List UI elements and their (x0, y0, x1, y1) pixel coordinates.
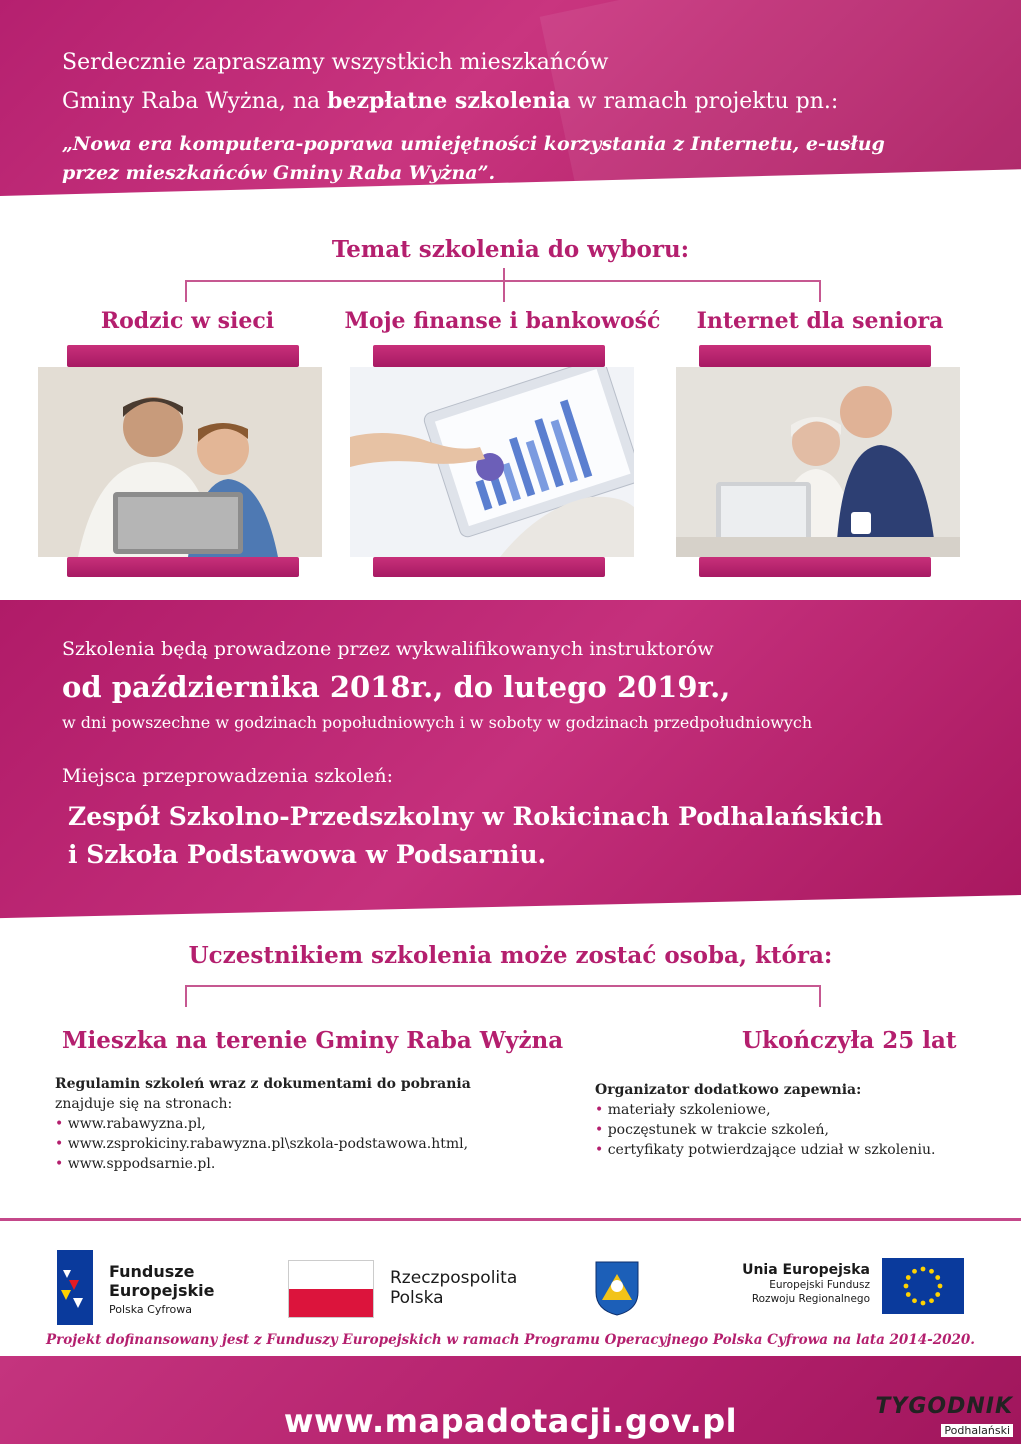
criterion-age: Ukończyła 25 lat (742, 1027, 957, 1054)
eu-star (921, 1301, 926, 1306)
eu-star (935, 1275, 940, 1280)
organizer-item: • certyfikaty potwierdzające udział w szkoleniu. (595, 1142, 936, 1158)
eu-star (904, 1284, 909, 1289)
funding-note: Projekt dofinansowany jest z Funduszy Europejskich w ramach Programu Operacyjnego Polska Cyfrowa na lata 2014-2020. (45, 1332, 975, 1348)
rp-text: Rzeczpospolita Polska (390, 1268, 518, 1308)
ue-text: Unia Europejska Europejski Fundusz Rozwoju Regionalnego (742, 1262, 870, 1305)
topic-label-2: Moje finanse i bankowość (344, 308, 661, 334)
project-title-line-2: przez mieszkańców Gminy Raba Wyżna”. (62, 162, 496, 184)
eu-star (938, 1284, 943, 1289)
eu-star (929, 1298, 934, 1303)
topic-bar-3 (699, 345, 931, 367)
topic-bar-1 (67, 345, 299, 367)
organizer-block (595, 1080, 935, 1160)
place-2: i Szkoła Podstawowa w Podsarniu. (68, 840, 547, 869)
link-item[interactable]: • www.sppodsarnie.pl. (55, 1156, 216, 1172)
eu-star (906, 1275, 911, 1280)
info-line-1: Szkolenia będą prowadzone przez wykwalifikowanych instruktorów (62, 638, 714, 660)
project-title-line-1: „Nowa era komputera-poprawa umiejętności korzystania z Internetu, e-usług (62, 133, 885, 155)
organizer-item: • poczęstunek w trakcie szkoleń, (595, 1122, 830, 1138)
place-1: Zespół Szkolno-Przedszkolny w Rokicinach Podhalańskich (68, 802, 883, 831)
organizer-title: Organizator dodatkowo zapewnia: (595, 1082, 862, 1098)
eu-star (929, 1269, 934, 1274)
header-line-2: Gminy Raba Wyżna, na bezpłatne szkolenia w ramach projektu pn.: (62, 88, 839, 114)
link-item[interactable]: • www.zsprokiciny.rabawyzna.pl\szkola-podstawowa.html, (55, 1136, 469, 1152)
regulations-block (55, 1074, 471, 1174)
photo-parent-child (38, 367, 322, 557)
header-line-1: Serdecznie zapraszamy wszystkich mieszkańców (62, 50, 609, 75)
photo-seniors-laptop (676, 367, 960, 557)
watermark: TYGODNIK Podhalański (875, 1394, 1013, 1437)
footer-url[interactable]: www.mapadotacji.gov.pl (283, 1402, 738, 1440)
topic-bar-bottom-1 (67, 557, 299, 577)
eu-star (935, 1292, 940, 1297)
participants-title: Uczestnikiem szkolenia może zostać osoba, która: (188, 942, 833, 969)
info-block (0, 600, 1021, 930)
fe-text: Fundusze Europejskie Polska Cyfrowa (109, 1262, 215, 1316)
topic-bar-2 (373, 345, 605, 367)
criterion-residence: Mieszka na terenie Gminy Raba Wyżna (62, 1027, 564, 1054)
participants-connector (185, 985, 821, 987)
topics-title: Temat szkolenia do wyboru: (331, 236, 690, 263)
eu-star (906, 1292, 911, 1297)
logos-divider (0, 1218, 1021, 1221)
eu-flag (882, 1258, 964, 1314)
footer-banner (0, 1356, 1021, 1444)
topic-bar-bottom-2 (373, 557, 605, 577)
photo-finance-tablet (350, 367, 634, 557)
info-dates: od października 2018r., do lutego 2019r., (62, 670, 731, 704)
info-line-3: w dni powszechne w godzinach popołudniowych i w soboty w godzinach przedpołudniowych (62, 713, 813, 732)
organizer-item: • materiały szkoleniowe, (595, 1102, 771, 1118)
topic-bar-bottom-3 (699, 557, 931, 577)
eu-star (912, 1269, 917, 1274)
regulations-title: Regulamin szkoleń wraz z dokumentami do pobrania (55, 1076, 471, 1092)
link-item[interactable]: • www.rabawyzna.pl, (55, 1116, 206, 1132)
fundusze-europejskie-logo (57, 1250, 97, 1325)
polish-flag (288, 1260, 374, 1318)
topic-label-1: Rodzic w sieci (100, 308, 275, 334)
gmina-coat-of-arms (594, 1260, 640, 1316)
regulations-subtitle: znajduje się na stronach: (55, 1096, 233, 1112)
topic-label-3: Internet dla seniora (696, 308, 944, 334)
places-label: Miejsca przeprowadzenia szkoleń: (62, 765, 393, 787)
eu-star (921, 1267, 926, 1272)
eu-star (912, 1298, 917, 1303)
